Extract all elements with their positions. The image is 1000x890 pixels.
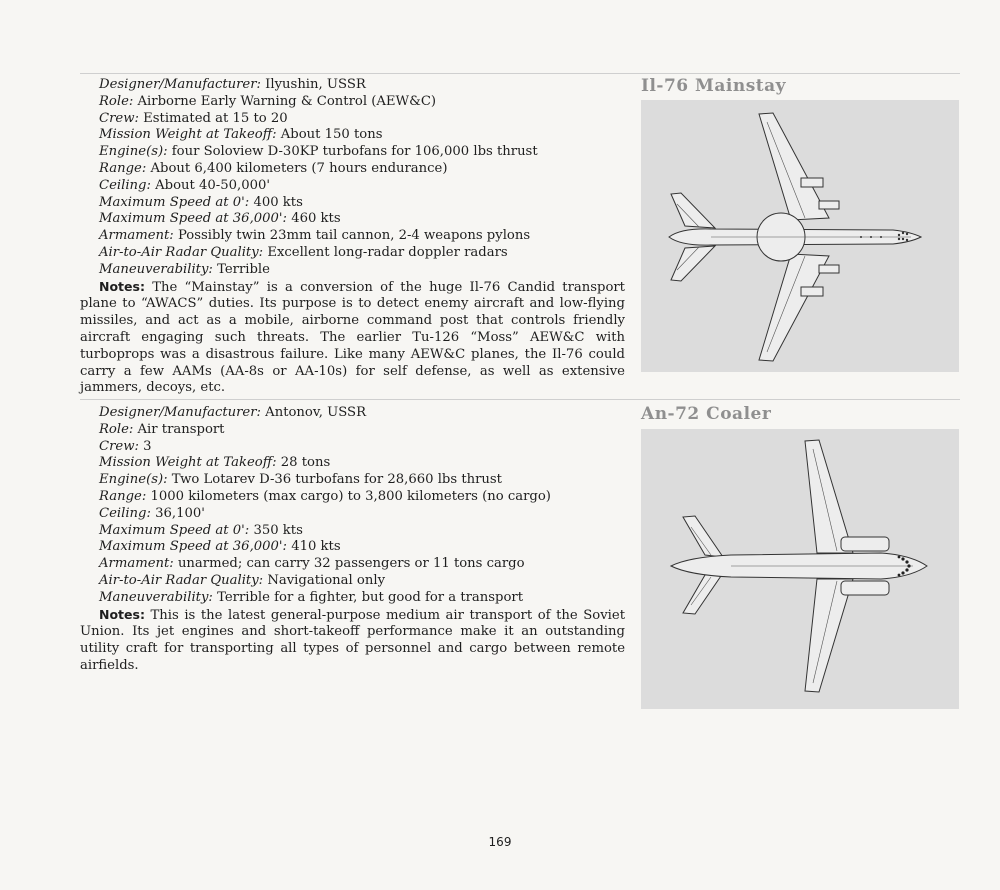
- notes-text: The “Mainstay” is a conversion of the huge Il-76 Candid transport plane to “AWACS” duties. Its purpose is to detect enemy aircraft and low-flying missiles, and act as a mobile, airborne command post that controls friendly aircraft engaging such threats. The earlier Tu-126 “Moss” AEW&C with turboprops was a disastrous failure. Like many AEW&C planes, the Il-76 could carry a few AAMs (AA-8s or AA-10s) for self defense, as well as extensive jammers, decoys, etc.: [80, 279, 625, 396]
- il76-illustration: [641, 100, 959, 372]
- spec-line: Mission Weight at Takeoff: About 150 tons: [99, 127, 383, 143]
- spec-line: Engine(s): Two Lotarev D-36 turbofans for 28,660 lbs thrust: [99, 472, 502, 488]
- notes-label: Notes:: [99, 278, 145, 294]
- spec-line: Mission Weight at Takeoff: 28 tons: [99, 455, 331, 471]
- notes-text: This is the latest general-purpose medium air transport of the Soviet Union. Its jet engines and short-takeoff performance make it an outstanding utility craft for transporting all types of personnel and cargo between remote airfields.: [80, 607, 625, 673]
- il76-plan-view-drawing: [641, 100, 959, 372]
- spec-line: Maneuverability: Terrible for a fighter, but good for a transport: [99, 589, 524, 605]
- page-number: 169: [488, 835, 512, 849]
- spec-line: Engine(s): four Soloview D-30KP turbofans for 106,000 lbs thrust: [99, 144, 538, 160]
- spec-line: Designer/Manufacturer: Antonov, USSR: [99, 405, 367, 420]
- spec-line: Range: About 6,400 kilometers (7 hours endurance): [99, 160, 448, 176]
- il76-title: Il-76 Mainstay: [641, 76, 787, 96]
- spec-line: Range: 1000 kilometers (max cargo) to 3,800 kilometers (no cargo): [99, 488, 551, 504]
- spec-line: Maneuverability: Terrible: [99, 261, 270, 277]
- an72-entry: [80, 405, 625, 675]
- spec-line: Air-to-Air Radar Quality: Navigational only: [99, 572, 386, 588]
- section-divider: [80, 399, 960, 400]
- an72-title: An-72 Coaler: [641, 404, 772, 424]
- il76-notes: [80, 279, 625, 398]
- spec-line: Air-to-Air Radar Quality: Excellent long-radar doppler radars: [99, 244, 508, 260]
- spec-line: Maximum Speed at 36,000': 460 kts: [99, 211, 341, 227]
- spec-line: Maximum Speed at 36,000': 410 kts: [99, 539, 341, 555]
- spec-line: Maximum Speed at 0': 400 kts: [99, 194, 303, 210]
- il76-spec-list: [80, 77, 625, 279]
- an72-plan-view-drawing: [641, 429, 959, 709]
- spec-line: Role: Air transport: [99, 421, 225, 437]
- an72-illustration: [641, 429, 959, 709]
- spec-line: Maximum Speed at 0': 350 kts: [99, 522, 303, 538]
- spec-line: Armament: Possibly twin 23mm tail cannon, 2-4 weapons pylons: [99, 228, 531, 244]
- an72-spec-list: [80, 405, 625, 607]
- spec-line: Designer/Manufacturer: Ilyushin, USSR: [99, 77, 366, 92]
- notes-label: Notes:: [99, 606, 145, 622]
- spec-line: Ceiling: 36,100': [99, 505, 205, 521]
- top-rule: [80, 73, 960, 74]
- spec-line: Armament: unarmed; can carry 32 passengers or 11 tons cargo: [99, 556, 525, 572]
- spec-line: Ceiling: About 40-50,000': [99, 177, 271, 193]
- spec-line: Crew: Estimated at 15 to 20: [99, 110, 288, 126]
- an72-notes: [80, 607, 625, 675]
- spec-line: Crew: 3: [99, 438, 152, 454]
- spec-line: Role: Airborne Early Warning & Control (AEW&C): [99, 93, 437, 109]
- il76-entry: [80, 77, 625, 397]
